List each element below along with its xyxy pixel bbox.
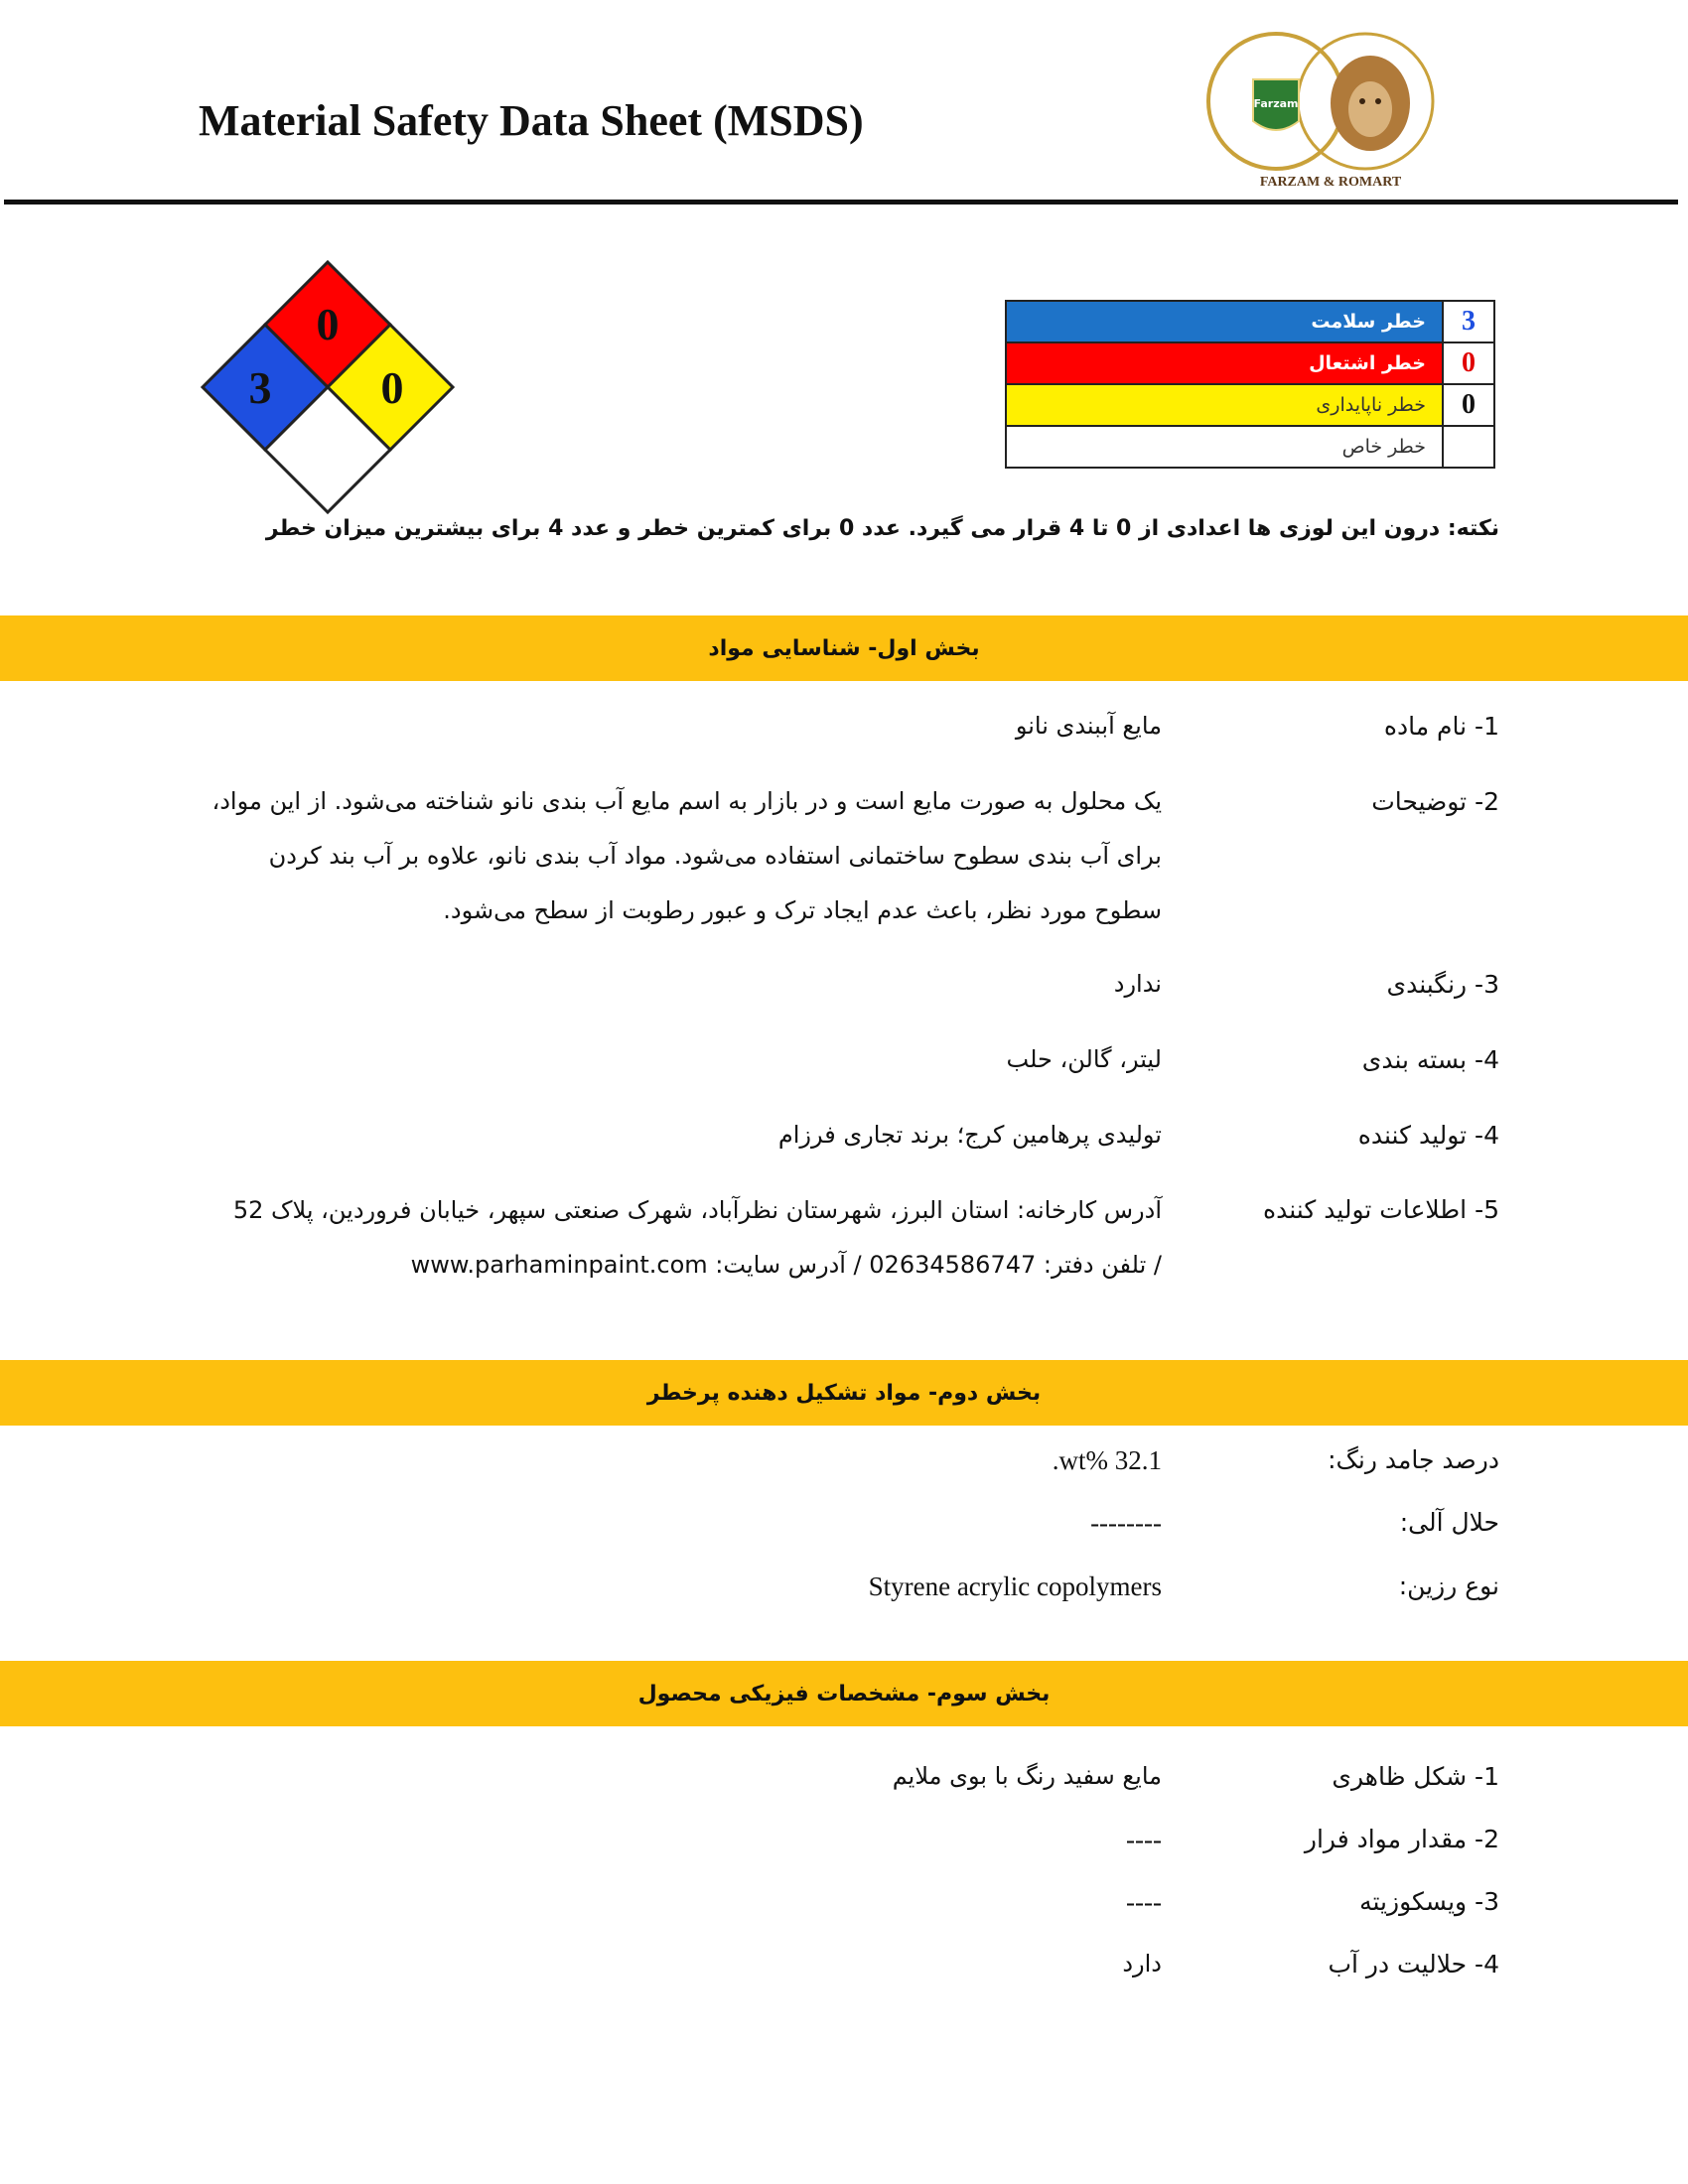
hazard-row-instability: [1006, 384, 1494, 426]
document-title: Material Safety Data Sheet (MSDS): [199, 96, 864, 145]
item-label: 3- رنگبندی: [1386, 970, 1499, 999]
text-line: آدرس کارخانه: استان البرز، شهرستان نظرآباد، شهرک صنعتی سپهر، خیابان فروردین، پلاک 52: [232, 1196, 1162, 1224]
item-label: 2- مقدار مواد فرار: [1304, 1825, 1499, 1853]
item-value: لیتر، گالن، حلب: [1006, 1045, 1162, 1073]
header-divider: [4, 200, 1678, 205]
hazard-label: خطر اشتعال: [1006, 342, 1443, 384]
hazard-label: خطر خاص: [1006, 426, 1443, 468]
text-line: یک محلول به صورت مایع است و در بازار به اسم مایع آب بندی نانو شناخته می‌شود. از این مواد،: [211, 787, 1162, 815]
hazard-value: 0: [1443, 384, 1494, 426]
item-value: دارد: [1122, 1950, 1162, 1978]
item-label: 3- ویسکوزیته: [1359, 1887, 1499, 1916]
item-label: درصد جامد رنگ:: [1328, 1445, 1499, 1474]
item-label: 4- بسته بندی: [1361, 1045, 1499, 1074]
item-value: تولیدی پرهامین کرج؛ برند تجاری فرزام: [777, 1121, 1162, 1149]
hazard-value: [1443, 426, 1494, 468]
diamond-health-value: 3: [248, 362, 272, 413]
hazard-value: 0: [1443, 342, 1494, 384]
section-2-header: بخش دوم- مواد تشکیل دهنده پرخطر: [0, 1360, 1688, 1426]
text-line: / تلفن دفتر: 02634586747 / آدرس سایت: www.parhaminpaint.com: [410, 1251, 1162, 1279]
item-value: ندارد: [1113, 970, 1162, 998]
item-label: نوع رزین:: [1398, 1571, 1499, 1600]
section-3-header: بخش سوم- مشخصات فیزیکی محصول: [0, 1661, 1688, 1726]
item-value: مایع سفید رنگ با بوی ملایم: [892, 1762, 1162, 1790]
hazard-label: خطر سلامت: [1006, 301, 1443, 342]
item-value: Styrene acrylic copolymers: [868, 1571, 1162, 1601]
item-label: حلال آلی:: [1399, 1508, 1499, 1537]
text-line: برای آب بندی سطوح ساختمانی استفاده می‌شود. مواد آب بندی نانو، علاوه بر آب بند کردن: [268, 842, 1162, 870]
logo-badge-text: Farzam: [1253, 97, 1299, 110]
hazard-row-flammability: [1006, 342, 1494, 384]
item-label: 2- توضیحات: [1371, 787, 1499, 816]
logo-caption: FARZAM & ROMART: [1259, 175, 1402, 190]
item-value-multiline: [189, 774, 1162, 938]
item-label: 1- شکل ظاهری: [1332, 1762, 1499, 1791]
item-value: 32.1 %wt.: [1052, 1445, 1162, 1475]
item-value: --------: [1090, 1508, 1162, 1538]
hazard-row-health: [1006, 301, 1494, 342]
item-value-multiline: [189, 1183, 1162, 1293]
diamond-flammability-value: 0: [316, 299, 340, 349]
item-label: 4- حلالیت در آب: [1328, 1950, 1499, 1979]
hazard-row-special: [1006, 426, 1494, 468]
item-label: 5- اطلاعات تولید کننده: [1263, 1195, 1499, 1224]
hazard-note: نکته: درون این لوزی ها اعدادی از 0 تا 4 قرار می گیرد. عدد 0 برای کمترین خطر و عدد 4 برای بیشترین میزان خطر: [265, 516, 1499, 541]
section-1-header: بخش اول- شناسایی مواد: [0, 615, 1688, 681]
item-value: ----: [1126, 1887, 1162, 1917]
company-logo: [1201, 22, 1460, 201]
hazard-legend-table: [1005, 300, 1495, 469]
hazard-value: 3: [1443, 301, 1494, 342]
diamond-instability-value: 0: [380, 362, 404, 413]
text-line: سطوح مورد نظر، باعث عدم ایجاد ترک و عبور رطوبت از سطح می‌شود.: [443, 896, 1162, 924]
item-label: 4- تولید کننده: [1357, 1121, 1499, 1150]
item-value: ----: [1126, 1825, 1162, 1854]
hazard-label: خطر ناپایداری: [1006, 384, 1443, 426]
item-label: 1- نام ماده: [1383, 712, 1499, 741]
item-value: مایع آببندی نانو: [1015, 712, 1162, 740]
nfpa-diamond: [199, 256, 457, 514]
